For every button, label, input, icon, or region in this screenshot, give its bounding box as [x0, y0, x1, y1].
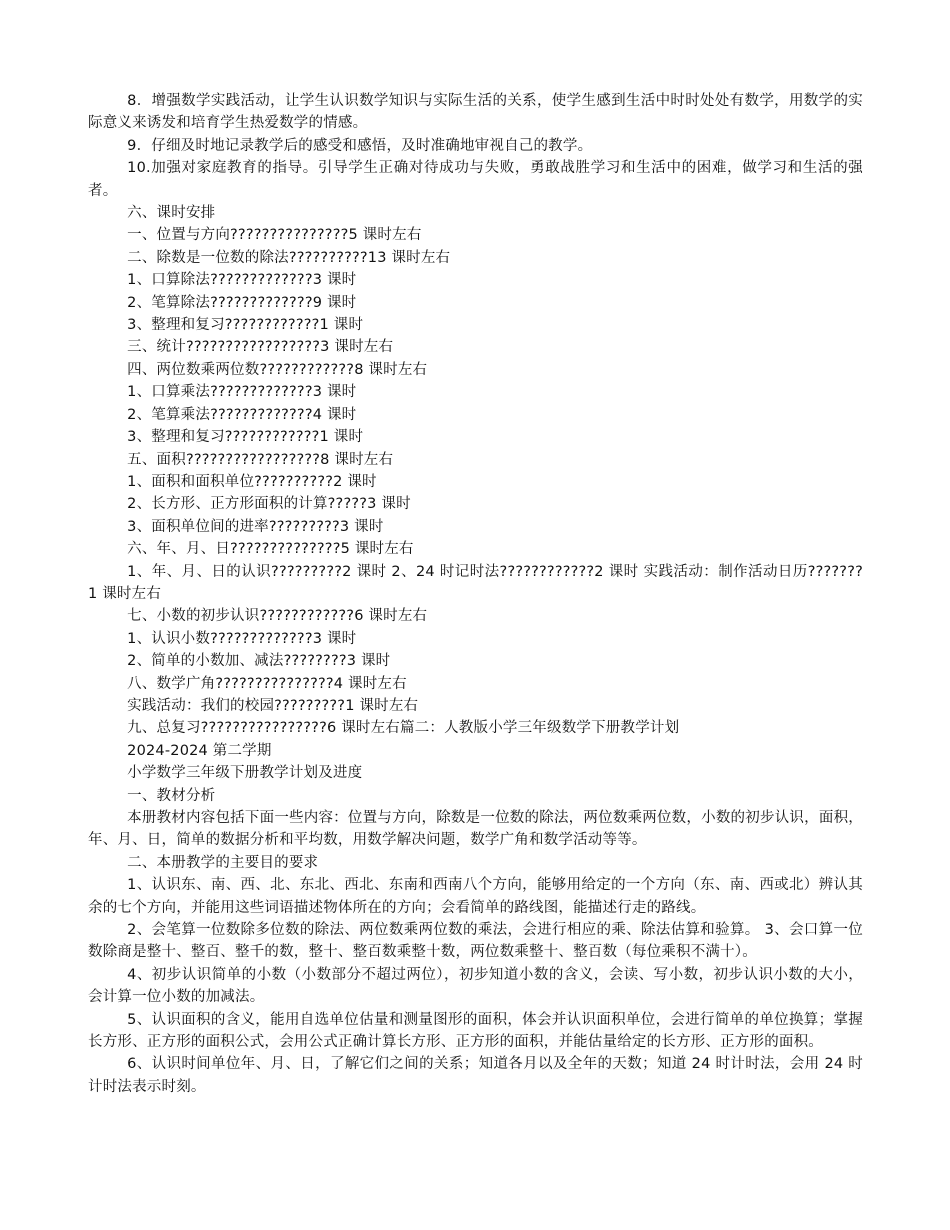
schedule-line: 七、小数的初步认识????????????6 课时左右	[127, 608, 428, 625]
schedule-line: 3、面积单位间的进率?????????3 课时	[127, 518, 384, 535]
document-subtitle: 2024-2024 第二学期	[127, 742, 272, 759]
schedule-line: 实践活动：我们的校园?????????1 课时左右	[127, 697, 419, 714]
section-heading: 六、课时安排	[127, 205, 216, 222]
schedule-line: 3、整理和复习????????????1 课时	[127, 429, 364, 446]
paragraph: 2、会笔算一位数除多位数的除法、两位数乘两位数的乘法，会进行相应的乘、除法估算和验算。 3、会口算一位数除商是整十、整百、整千的数，整十、整百数乘整十数，两位数乘整十、整百数（每位乘积不满十）。	[88, 922, 863, 961]
paragraph: 4、初步认识简单的小数（小数部分不超过两位），初步知道小数的含义，会读、写小数，初步认识小数的大小，会计算一位小数的加减法。	[88, 966, 863, 1006]
schedule-line: 2、简单的小数加、减法????????3 课时	[127, 653, 391, 670]
schedule-line: 八、数学广角???????????????4 课时左右	[127, 675, 407, 692]
schedule-line: 1、口算除法?????????????3 课时	[127, 272, 357, 289]
schedule-line: 1、认识小数?????????????3 课时	[127, 630, 357, 647]
schedule-line: 2、笔算乘法?????????????4 课时	[127, 406, 357, 423]
paragraph: 本册教材内容包括下面一些内容：位置与方向，除数是一位数的除法，两位数乘两位数，小数的初步认识，面积，年、月、日，简单的数据分析和平均数，用数学解决问题，数学广角和数学活动等等。	[88, 810, 863, 849]
section-heading: 一、教材分析	[127, 787, 216, 804]
paragraph: 6、认识时间单位年、月、日，了解它们之间的关系；知道各月以及全年的天数；知道 24 时计时法，会用 24 时计时法表示时刻。	[88, 1056, 863, 1095]
paragraph: 10.加强对家庭教育的指导。引导学生正确对待成功与失败，勇敢战胜学习和生活中的困难，做学习和生活的强者。	[88, 160, 863, 199]
section-heading: 二、本册教学的主要目的要求	[127, 854, 319, 871]
paragraph: 9．仔细及时地记录教学后的感受和感悟，及时准确地审视自己的教学。	[127, 137, 593, 154]
schedule-line: 1、面积和面积单位??????????2 课时	[127, 473, 377, 490]
schedule-line: 1、口算乘法?????????????3 课时	[127, 384, 357, 401]
paragraph: 5、认识面积的含义，能用自选单位估量和测量图形的面积，体会并认识面积单位，会进行简单的单位换算；掌握长方形、正方形的面积公式，会用公式正确计算长方形、正方形的面积，并能估量给定的长方形、正方形的面积。	[88, 1011, 863, 1051]
schedule-line: 五、面积?????????????????8 课时左右	[127, 451, 394, 468]
schedule-line: 九、总复习????????????????6 课时左右篇二：人教版小学三年级数学下册教学计划	[127, 720, 680, 737]
document-title: 小学数学三年级下册教学计划及进度	[127, 765, 363, 782]
schedule-line: 2、笔算除法?????????????9 课时	[127, 294, 357, 311]
schedule-line: 1、年、月、日的认识?????????2 课时 2、24 时记时法????????????2 课时 实践活动：制作活动日历???????1 课时左右	[88, 563, 863, 602]
schedule-line: 四、两位数乘两位数????????????8 课时左右	[127, 361, 428, 378]
schedule-line: 2、长方形、正方形面积的计算?????3 课时	[127, 496, 411, 513]
schedule-line: 一、位置与方向???????????????5 课时左右	[127, 227, 422, 244]
schedule-line: 六、年、月、日??????????????5 课时左右	[127, 541, 414, 558]
schedule-line: 二、除数是一位数的除法??????????13 课时左右	[127, 249, 451, 266]
paragraph: 8．增强数学实践活动，让学生认识数学知识与实际生活的关系，使学生感到生活中时时处处有数学，用数学的实际意义来诱发和培育学生热爱数学的情感。	[88, 93, 863, 132]
schedule-line: 三、统计?????????????????3 课时左右	[127, 339, 394, 356]
document-body	[88, 90, 863, 1098]
schedule-line: 3、整理和复习????????????1 课时	[127, 317, 364, 334]
paragraph: 1、认识东、南、西、北、东北、西北、东南和西南八个方向，能够用给定的一个方向（东、南、西或北）辨认其余的七个方向，并能用这些词语描述物体所在的方向；会看简单的路线图，能描述行走的路线。	[88, 877, 863, 916]
